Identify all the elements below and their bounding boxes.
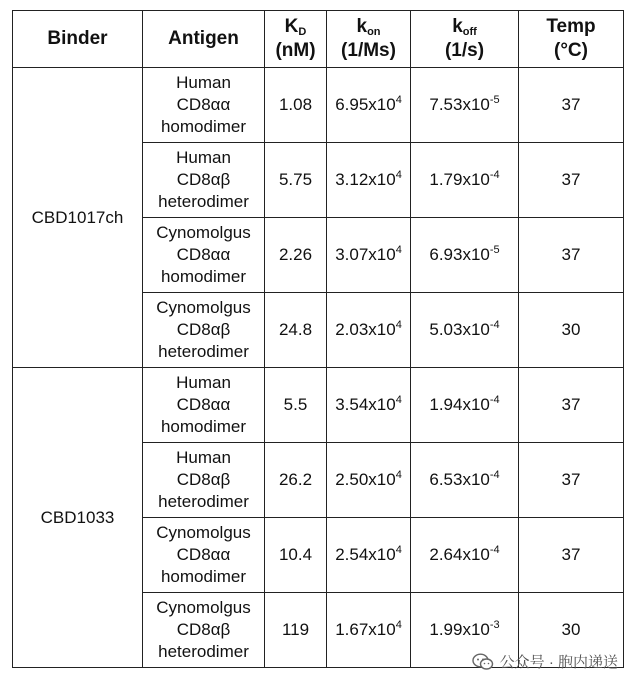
antigen-species: Cynomolgus xyxy=(156,598,251,617)
antigen-name: CD8αβ xyxy=(176,470,231,489)
antigen-form: heterodimer xyxy=(158,192,249,211)
antigen-cell xyxy=(143,293,265,368)
kd-cell: 26.2 xyxy=(265,443,327,518)
kinetics-table xyxy=(12,10,624,668)
temp-cell: 37 xyxy=(519,443,624,518)
header-row xyxy=(13,11,624,68)
kd-cell: 119 xyxy=(265,593,327,668)
antigen-form: homodimer xyxy=(160,417,247,436)
antigen-cell xyxy=(143,68,265,143)
antigen-species: Human xyxy=(176,373,231,392)
antigen-name: CD8αα xyxy=(176,95,231,114)
antigen-cell xyxy=(143,518,265,593)
temp-cell: 30 xyxy=(519,293,624,368)
koff-cell: $1.79x10^{-4}$ xyxy=(411,143,519,218)
antigen-name: CD8αβ xyxy=(176,320,231,339)
koff-cell: $6.93x10^{-5}$ xyxy=(411,218,519,293)
koff-cell: $1.94x10^{-4}$ xyxy=(411,368,519,443)
header-temp: Temp (°C) xyxy=(519,11,624,68)
kon-cell: $2.54x10^4$ xyxy=(327,518,411,593)
antigen-name: CD8αβ xyxy=(176,170,231,189)
antigen-species: Cynomolgus xyxy=(156,298,251,317)
kd-cell: 2.26 xyxy=(265,218,327,293)
kon-cell: $6.95x10^4$ xyxy=(327,68,411,143)
kon-cell: $2.03x10^4$ xyxy=(327,293,411,368)
antigen-cell xyxy=(143,143,265,218)
antigen-form: homodimer xyxy=(160,267,247,286)
kd-cell: 1.08 xyxy=(265,68,327,143)
kd-cell: 5.5 xyxy=(265,368,327,443)
wechat-icon xyxy=(472,653,494,671)
antigen-cell xyxy=(143,368,265,443)
table-row xyxy=(13,368,624,443)
kd-cell: 10.4 xyxy=(265,518,327,593)
table-body xyxy=(13,68,624,668)
temp-cell: 37 xyxy=(519,218,624,293)
antigen-species: Cynomolgus xyxy=(156,523,251,542)
kon-cell: $3.54x10^4$ xyxy=(327,368,411,443)
koff-cell: $7.53x10^{-5}$ xyxy=(411,68,519,143)
antigen-form: heterodimer xyxy=(158,492,249,511)
antigen-form: heterodimer xyxy=(158,342,249,361)
binder-cell: CBD1033 xyxy=(13,368,143,668)
table-row xyxy=(13,68,624,143)
antigen-cell xyxy=(143,593,265,668)
antigen-cell xyxy=(143,443,265,518)
koff-cell: $5.03x10^{-4}$ xyxy=(411,293,519,368)
antigen-species: Human xyxy=(176,148,231,167)
antigen-form: heterodimer xyxy=(158,642,249,661)
antigen-name: CD8αβ xyxy=(176,620,231,639)
koff-cell: $6.53x10^{-4}$ xyxy=(411,443,519,518)
kon-cell: $1.67x10^4$ xyxy=(327,593,411,668)
header-binder: Binder xyxy=(13,11,143,68)
watermark-text: 公众号 · 胞内递送 xyxy=(499,654,618,671)
antigen-name: CD8αα xyxy=(176,545,231,564)
antigen-form: homodimer xyxy=(160,567,247,586)
watermark xyxy=(472,651,618,672)
header-kon: $k_{on}$ (1/Ms) xyxy=(327,11,411,68)
antigen-name: CD8αα xyxy=(176,395,231,414)
antigen-name: CD8αα xyxy=(176,245,231,264)
temp-cell: 37 xyxy=(519,143,624,218)
antigen-cell xyxy=(143,218,265,293)
antigen-species: Human xyxy=(176,448,231,467)
header-antigen: Antigen xyxy=(143,11,265,68)
kon-cell: $3.12x10^4$ xyxy=(327,143,411,218)
koff-cell: $2.64x10^{-4}$ xyxy=(411,518,519,593)
kon-cell: $3.07x10^4$ xyxy=(327,218,411,293)
temp-cell: 37 xyxy=(519,368,624,443)
antigen-form: homodimer xyxy=(160,117,247,136)
kd-cell: 5.75 xyxy=(265,143,327,218)
koff-cell: $1.99x10^{-3}$ xyxy=(411,593,519,668)
kon-cell: $2.50x10^4$ xyxy=(327,443,411,518)
temp-cell: 37 xyxy=(519,518,624,593)
binder-cell: CBD1017ch xyxy=(13,68,143,368)
header-koff: $k_{off}$ (1/s) xyxy=(411,11,519,68)
kd-cell: 24.8 xyxy=(265,293,327,368)
antigen-species: Cynomolgus xyxy=(156,223,251,242)
antigen-species: Human xyxy=(176,73,231,92)
header-kd: $K_D$ (nM) xyxy=(265,11,327,68)
temp-cell: 30 xyxy=(519,593,624,668)
temp-cell: 37 xyxy=(519,68,624,143)
